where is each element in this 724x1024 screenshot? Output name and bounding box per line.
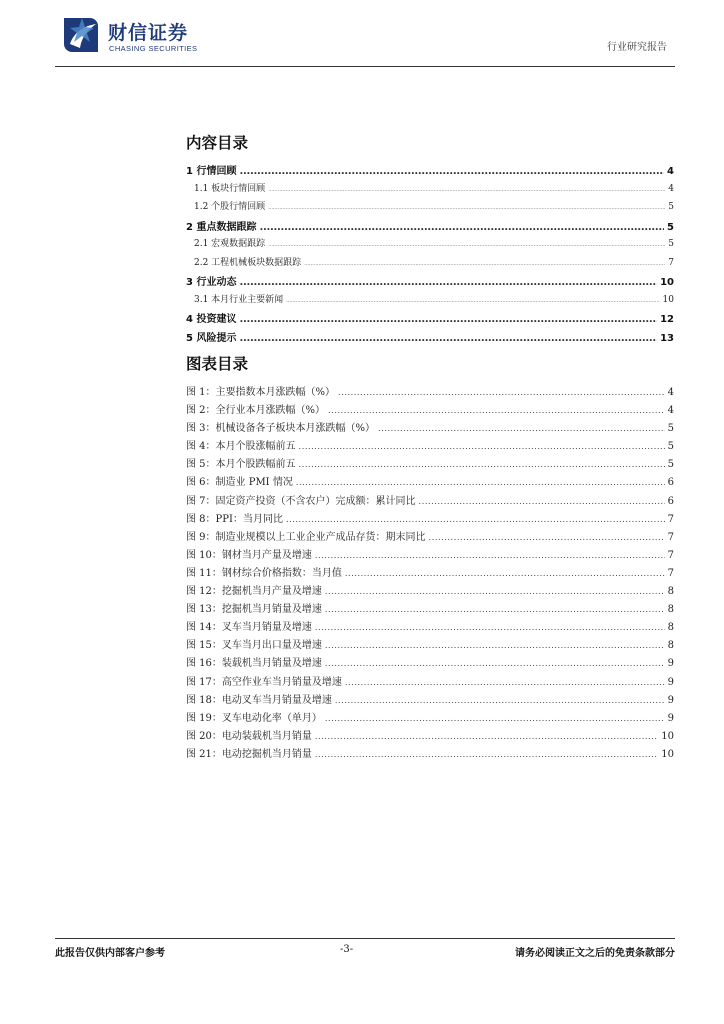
dot-leader: [315, 750, 658, 759]
dot-leader: [315, 623, 665, 632]
entry-page-number: 8: [667, 622, 674, 634]
figures-title: 图表目录: [186, 355, 249, 373]
dot-leader: [335, 696, 665, 705]
toc-entry[interactable]: [186, 199, 674, 218]
dot-leader: [378, 424, 665, 433]
figure-entry[interactable]: [186, 618, 674, 636]
entry-label: 1.1 板块行情回顾: [194, 183, 266, 194]
figure-entry[interactable]: [186, 745, 674, 763]
figure-entry[interactable]: [186, 654, 674, 672]
entry-page-number: 4: [667, 387, 674, 398]
entry-label: 2.2 工程机械板块数据跟踪: [194, 257, 302, 268]
entry-page-number: 7: [667, 513, 674, 525]
entry-label: 3.1 本月行业主要新闻: [194, 294, 284, 305]
figure-entry[interactable]: [186, 636, 674, 654]
footer-disclaimer-right: 请务必阅读正文之后的免责条款部分: [515, 948, 675, 959]
entry-page-number: 7: [667, 549, 674, 561]
entry-label: 图 14：叉车当月销量及增速: [186, 622, 312, 634]
entry-page-number: 7: [667, 567, 674, 579]
toc-entry[interactable]: [186, 273, 674, 292]
figure-entry[interactable]: [186, 709, 674, 727]
entry-label: 图 15：叉车当月出口量及增速: [186, 640, 322, 652]
company-logo: [60, 14, 230, 58]
entry-label: 图 17：高空作业车当月销量及增速: [186, 676, 342, 688]
dot-leader: [239, 314, 657, 325]
dot-leader: [325, 714, 665, 723]
figure-entry[interactable]: [186, 528, 674, 546]
figure-entry[interactable]: [186, 600, 674, 618]
entry-label: 4 投资建议: [186, 314, 237, 325]
entry-page-number: 8: [667, 604, 674, 616]
entry-label: 图 12：挖掘机当月产量及增速: [186, 586, 322, 598]
report-type-label: 行业研究报告: [607, 42, 667, 53]
figure-entry[interactable]: [186, 691, 674, 709]
dot-leader: [325, 641, 665, 650]
page-footer: [55, 944, 675, 960]
entry-label: 图 9：制造业规模以上工业企业产成品存货：期末同比: [186, 531, 426, 543]
entry-page-number: 10: [661, 748, 674, 760]
toc-list: [186, 162, 674, 347]
entry-page-number: 5: [668, 202, 674, 212]
entry-label: 2 重点数据跟踪: [186, 221, 257, 233]
entry-label: 图 10：钢材当月产量及增速: [186, 549, 312, 561]
table-of-contents: [186, 132, 674, 763]
toc-entry[interactable]: [186, 218, 674, 237]
entry-label: 图 13：挖掘机当月销量及增速: [186, 604, 322, 616]
entry-page-number: 7: [668, 257, 674, 268]
toc-entry[interactable]: [186, 292, 674, 311]
entry-label: 3 行业动态: [186, 277, 237, 288]
entry-page-number: 5: [667, 423, 674, 435]
figure-entry[interactable]: [186, 455, 674, 473]
dot-leader: [325, 605, 665, 614]
entry-page-number: 10: [660, 277, 674, 288]
entry-label: 1 行情回顾: [186, 166, 237, 177]
entry-label: 1.2 个股行情回顾: [194, 202, 266, 212]
dot-leader: [325, 587, 665, 596]
entry-page-number: 9: [667, 658, 674, 670]
figure-entry[interactable]: [186, 383, 674, 401]
dot-leader: [325, 659, 665, 668]
entry-label: 图 11：钢材综合价格指数：当月值: [186, 567, 342, 579]
entry-label: 图 3：机械设备各子板块本月涨跌幅（%）: [186, 423, 376, 435]
entry-page-number: 4: [668, 183, 674, 194]
page-header: [55, 10, 675, 68]
entry-page-number: 5: [667, 221, 674, 233]
figure-entry[interactable]: [186, 673, 674, 691]
toc-title: 内容目录: [186, 134, 249, 152]
dot-leader: [268, 205, 665, 211]
entry-label: 图 5：本月个股跌幅前五: [186, 459, 296, 471]
entry-page-number: 6: [667, 477, 674, 489]
dot-leader: [328, 406, 665, 415]
figure-entry[interactable]: [186, 401, 674, 419]
entry-page-number: 8: [667, 586, 674, 598]
entry-page-number: 9: [667, 694, 674, 706]
figure-entry[interactable]: [186, 510, 674, 528]
footer-divider: [55, 938, 675, 939]
dot-leader: [239, 333, 657, 344]
dot-leader: [345, 569, 665, 578]
entry-page-number: 13: [660, 332, 674, 344]
dot-leader: [259, 222, 664, 233]
dot-leader: [429, 533, 665, 542]
footer-disclaimer-left: 此报告仅供内部客户参考: [55, 948, 165, 959]
toc-entry[interactable]: [186, 162, 674, 181]
toc-entry[interactable]: [186, 310, 674, 329]
entry-label: 图 18：电动叉车当月销量及增速: [186, 694, 332, 706]
entry-label: 图 4：本月个股涨幅前五: [186, 441, 296, 453]
toc-entry[interactable]: [186, 329, 674, 348]
figure-entry[interactable]: [186, 546, 674, 564]
entry-page-number: 4: [667, 166, 674, 177]
dot-leader: [299, 460, 665, 469]
entry-page-number: 7: [667, 531, 674, 543]
figure-entry[interactable]: [186, 727, 674, 745]
entry-page-number: 8: [667, 640, 674, 652]
dot-leader: [239, 166, 664, 177]
entry-label: 图 1：主要指数本月涨跌幅（%）: [186, 387, 336, 398]
logo-chinese-name: 财信证券: [108, 22, 189, 44]
dot-leader: [338, 388, 665, 397]
entry-label: 图 21：电动挖掘机当月销量: [186, 748, 312, 760]
header-divider: [55, 66, 675, 67]
entry-page-number: 5: [667, 441, 674, 453]
toc-entry[interactable]: [186, 255, 674, 274]
entry-label: 2.1 宏观数据跟踪: [194, 239, 266, 249]
logo-english-name: CHASING SECURITIES: [109, 44, 198, 53]
entry-label: 图 7：固定资产投资（不含农户）完成额：累计同比: [186, 495, 416, 507]
logo-mark-icon: [60, 14, 102, 56]
figure-entry[interactable]: [186, 419, 674, 437]
dot-leader: [296, 478, 665, 487]
dot-leader: [315, 732, 658, 741]
entry-page-number: 4: [667, 405, 674, 417]
entry-page-number: 5: [668, 239, 674, 249]
entry-label: 图 19：叉车电动化率（单月）: [186, 712, 322, 724]
dot-leader: [299, 442, 665, 451]
dot-leader: [345, 678, 665, 687]
entry-page-number: 10: [661, 730, 674, 742]
entry-page-number: 5: [667, 459, 674, 471]
entry-page-number: 10: [662, 294, 674, 305]
entry-label: 图 16：装载机当月销量及增速: [186, 658, 322, 670]
entry-label: 图 6：制造业 PMI 情况: [186, 477, 293, 489]
figures-list: [186, 383, 674, 763]
entry-label: 图 2：全行业本月涨跌幅（%）: [186, 405, 326, 417]
figure-entry[interactable]: [186, 437, 674, 455]
entry-page-number: 9: [667, 676, 674, 688]
page-number: -3-: [340, 944, 354, 955]
entry-page-number: 12: [660, 314, 674, 325]
dot-leader: [268, 187, 665, 193]
entry-page-number: 9: [667, 712, 674, 724]
entry-page-number: 6: [667, 495, 674, 507]
dot-leader: [286, 298, 659, 304]
dot-leader: [419, 497, 665, 506]
dot-leader: [315, 551, 665, 560]
dot-leader: [239, 277, 657, 288]
dot-leader: [268, 242, 665, 248]
figure-entry[interactable]: [186, 492, 674, 510]
dot-leader: [286, 515, 665, 524]
toc-entry[interactable]: [186, 236, 674, 255]
figure-entry[interactable]: [186, 473, 674, 491]
figure-entry[interactable]: [186, 564, 674, 582]
toc-entry[interactable]: [186, 181, 674, 200]
figure-entry[interactable]: [186, 582, 674, 600]
entry-label: 图 20：电动装载机当月销量: [186, 730, 312, 742]
dot-leader: [304, 261, 665, 267]
entry-label: 图 8：PPI：当月同比: [186, 513, 283, 525]
entry-label: 5 风险提示: [186, 332, 237, 344]
